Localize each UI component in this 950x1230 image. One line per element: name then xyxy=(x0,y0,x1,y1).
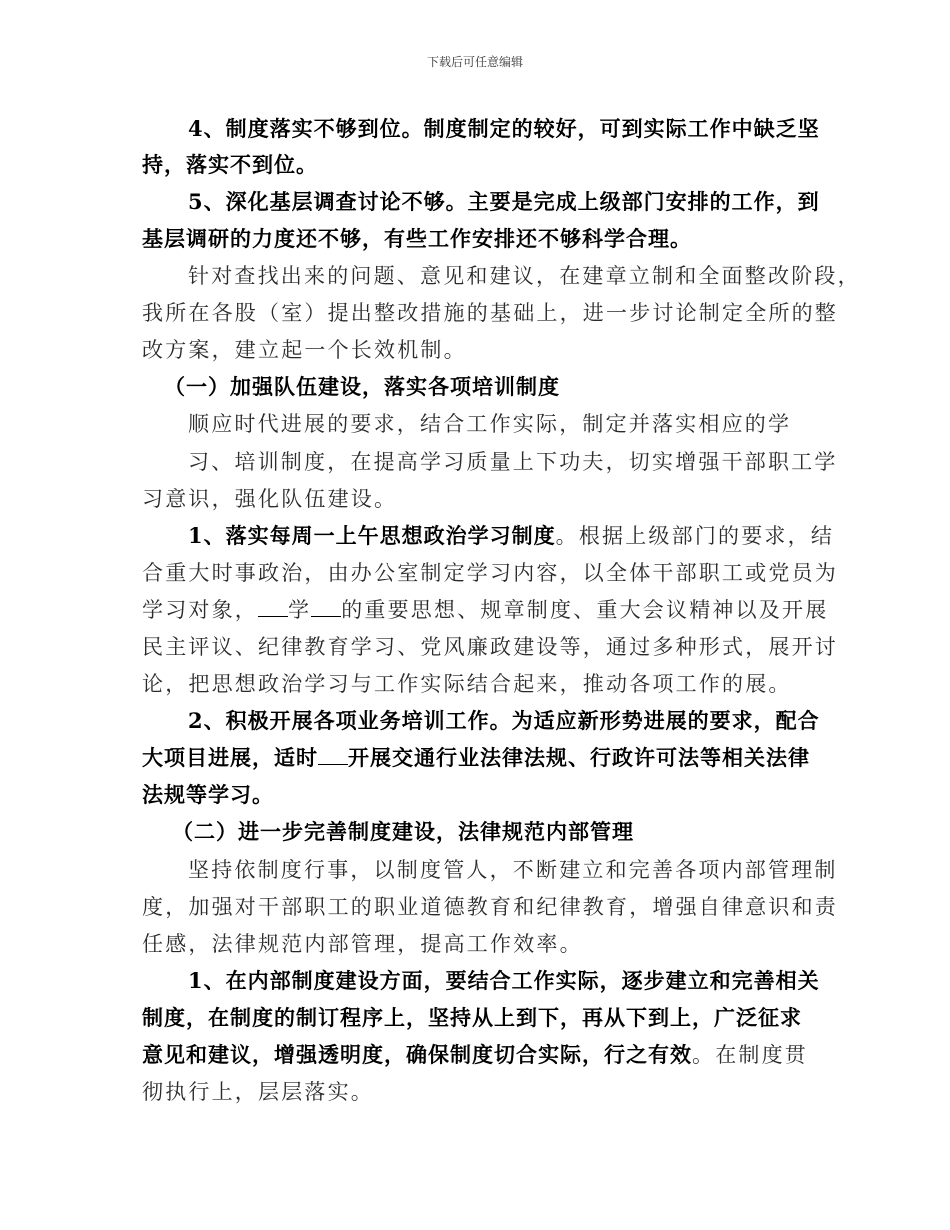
training-para-line-1: 顺应时代进展的要求，结合工作实际，制定并落实相应的学 xyxy=(188,412,792,436)
rectification-para-line-2: 我所在各股（室）提出整改措施的基础上，进一步讨论制定全所的整 xyxy=(142,301,838,325)
training-para-line-2: 习、培训制度，在提高学习质量上下功夫，切实增强干部职工学 xyxy=(188,450,838,474)
study-item-text: 。根据上级部门的要求，结 xyxy=(555,524,835,548)
blank-underline xyxy=(318,742,348,765)
item-5-line-2: 基层调研的力度还不够，有些工作安排还不够科学合理。 xyxy=(142,226,692,251)
item-4-line-1: 4、制度落实不够到位。制度制定的较好，可到实际工作中缺乏坚 xyxy=(188,116,820,141)
blank-underline xyxy=(311,594,341,617)
internal-system-line-3-bold: 意见和建议，增强透明度，确保制度切合实际，行之有效 xyxy=(142,1042,692,1067)
study-item-line-3-c: 的重要思想、规章制度、重大会议精神以及开展 xyxy=(341,598,829,622)
system-para-line-3: 任感，法律规范内部管理，提高工作效率。 xyxy=(142,932,583,956)
item-5-line-1: 5、深化基层调查讨论不够。主要是完成上级部门安排的工作，到 xyxy=(188,189,820,214)
training-para-line-3: 习意识，强化队伍建设。 xyxy=(142,487,398,511)
internal-system-line-4: 彻执行上，层层落实。 xyxy=(142,1080,374,1104)
business-training-line-1: 2、积极开展各项业务培训工作。为适应新形势进展的要求，配合 xyxy=(188,708,820,733)
study-item-line-5: 论，把思想政治学习与工作实际结合起来，推动各项工作的展。 xyxy=(142,672,792,696)
internal-system-line-2: 制度，在制度的制订程序上，坚持从上到下，再从下到上，广泛征求 xyxy=(142,1005,802,1030)
internal-system-line-3-rest: 。在制度贯 xyxy=(692,1043,808,1067)
business-training-line-2-a: 大项目进展，适时 xyxy=(142,745,318,770)
business-training-line-3: 法规等学习。 xyxy=(142,782,274,807)
study-item-line-3-b: 学 xyxy=(288,598,312,622)
business-training-line-2 xyxy=(142,739,810,777)
section-heading-2: （二）进一步完善制度建设，法律规范内部管理 xyxy=(172,819,634,844)
item-4-line-2: 持，落实不到位。 xyxy=(142,152,318,177)
business-training-line-2-b: 开展交通行业法律法规、行政许可法等相关法律 xyxy=(348,745,810,770)
study-item-line-4: 民主评议、纪律教育学习、党风廉政建设等，通过多种形式，展开讨 xyxy=(142,635,838,659)
study-item-line-1 xyxy=(142,517,834,555)
system-para-line-2: 度，加强对干部职工的职业道德教育和纪律教育，增强自律意识和责 xyxy=(142,895,838,919)
system-para-line-1: 坚持依制度行事，以制度管人，不断建立和完善各项内部管理制 xyxy=(188,858,838,882)
rectification-para-line-3: 改方案，建立起一个长效机制。 xyxy=(142,338,467,362)
section-heading-1: （一）加强队伍建设，落实各项培训制度 xyxy=(164,374,560,399)
study-item-line-3-a: 学习对象， xyxy=(142,598,258,622)
page-header: 下载后可任意编辑 xyxy=(426,55,523,69)
study-item-title: 1、落实每周一上午思想政治学习制度 xyxy=(188,523,556,548)
internal-system-line-3 xyxy=(142,1036,808,1074)
internal-system-line-1: 1、在内部制度建设方面，要结合工作实际，逐步建立和完善相关 xyxy=(188,968,820,993)
rectification-para-line-1: 针对查找出来的问题、意见和建议，在建章立制和全面整改阶段， xyxy=(188,264,861,288)
study-item-line-2: 合重大时事政治，由办公室制定学习内容，以全体干部职工或党员为 xyxy=(142,561,838,585)
study-item-line-3 xyxy=(142,591,828,629)
blank-underline xyxy=(258,594,288,617)
